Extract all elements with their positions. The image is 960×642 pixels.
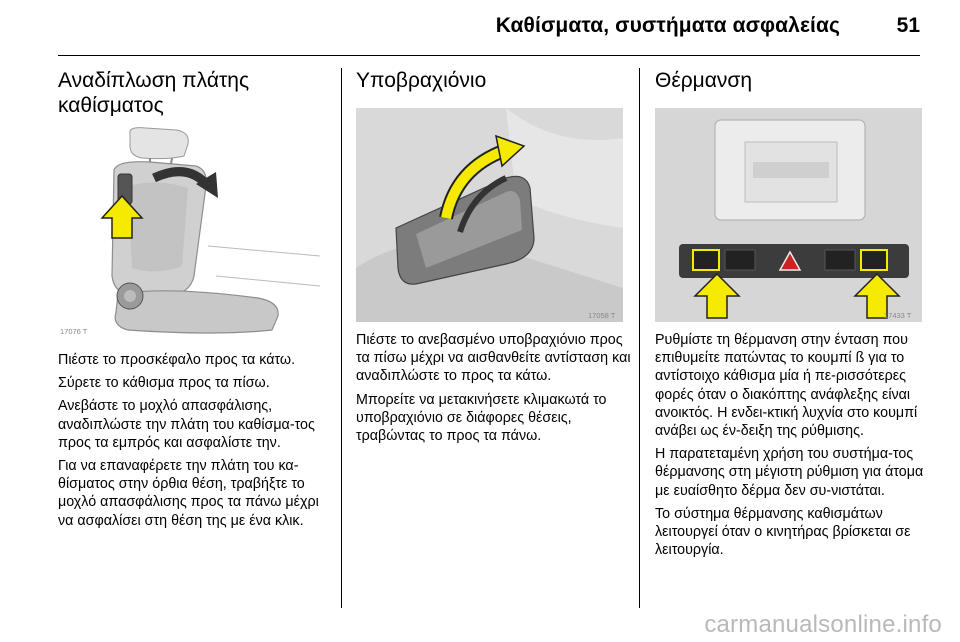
- heading-seat-fold: Αναδίπλωση πλάτης καθίσματος: [58, 69, 250, 117]
- section-title: Καθίσματα, συστήματα ασφαλείας: [495, 14, 840, 37]
- watermark: carmanualsonline.info: [704, 611, 942, 638]
- body-heating: [655, 331, 927, 564]
- figure-code-heating: 17433 T: [884, 311, 912, 320]
- paragraph: Πιέστε το ανεβασμένο υποβραχιόνιο προς τα πίσω μέχρι να αισθανθείτε αντίσταση και αναδιπλώστε το προς τα κάτω.: [356, 332, 631, 385]
- paragraph: Το σύστημα θέρμανσης καθισμάτων λειτουργεί όταν ο κινητήρας βρίσκεται σε λειτουργία.: [655, 505, 911, 559]
- paragraph: Ρυθμίστε τη θέρμανση στην ένταση που επιθυμείτε πατώντας το κουμπί ß για το αντίστοιχο κάθισμα μία ή πε-ρισσότερες φορές όταν ο διακόπτης ανάφλεξης είναι ανοικτός. Η ενδει-κτική λυχνία στο κουμπί ανάβει ως έν-δειξη της ρύθμισης.: [655, 332, 918, 440]
- figure-code-seat-fold: 17076 T: [60, 327, 88, 336]
- paragraph: Σύρετε το κάθισμα προς τα πίσω.: [58, 375, 270, 392]
- column-divider-1: [341, 68, 342, 608]
- paragraph: Για να επαναφέρετε την πλάτη του κα-θίσματος στην όρθια θέση, τραβήξτε το μοχλό απασφάλισης προς τα πάνω μέχρι να ασφαλίσει στη θέση της με ένα κλικ.: [58, 458, 319, 529]
- paragraph: Πιέστε το προσκέφαλο προς τα κάτω.: [58, 352, 296, 368]
- figure-code-armrest: 17058 T: [588, 311, 616, 320]
- body-seat-fold: [58, 351, 333, 535]
- armrest-illustration: [356, 108, 623, 322]
- column-divider-2: [639, 68, 640, 608]
- body-armrest: [356, 331, 632, 450]
- paragraph: Η παρατεταμένη χρήση του συστήμα-τος θέρμανσης στη μέγιστη ρύθμιση για άτομα με ευαίσθητο δέρμα δεν συ-νιστάται.: [655, 446, 924, 499]
- page-number: 51: [896, 14, 920, 37]
- heading-heating: Θέρμανση: [655, 69, 753, 92]
- paragraph: Μπορείτε να μετακινήσετε κλιμακωτά το υποβραχιόνιο σε διάφορες θέσεις, τραβώντας το προς τα πάνω.: [356, 391, 607, 445]
- header-rule: [58, 55, 920, 56]
- heading-armrest: Υποβραχιόνιο: [356, 69, 487, 92]
- seat-fold-illustration: [58, 126, 325, 338]
- heating-illustration: [655, 108, 922, 322]
- paragraph: Ανεβάστε το μοχλό απασφάλισης, αναδιπλώστε την πλάτη του καθίσμα-τος προς τα εμπρός και ασφαλίστε την.: [58, 398, 315, 451]
